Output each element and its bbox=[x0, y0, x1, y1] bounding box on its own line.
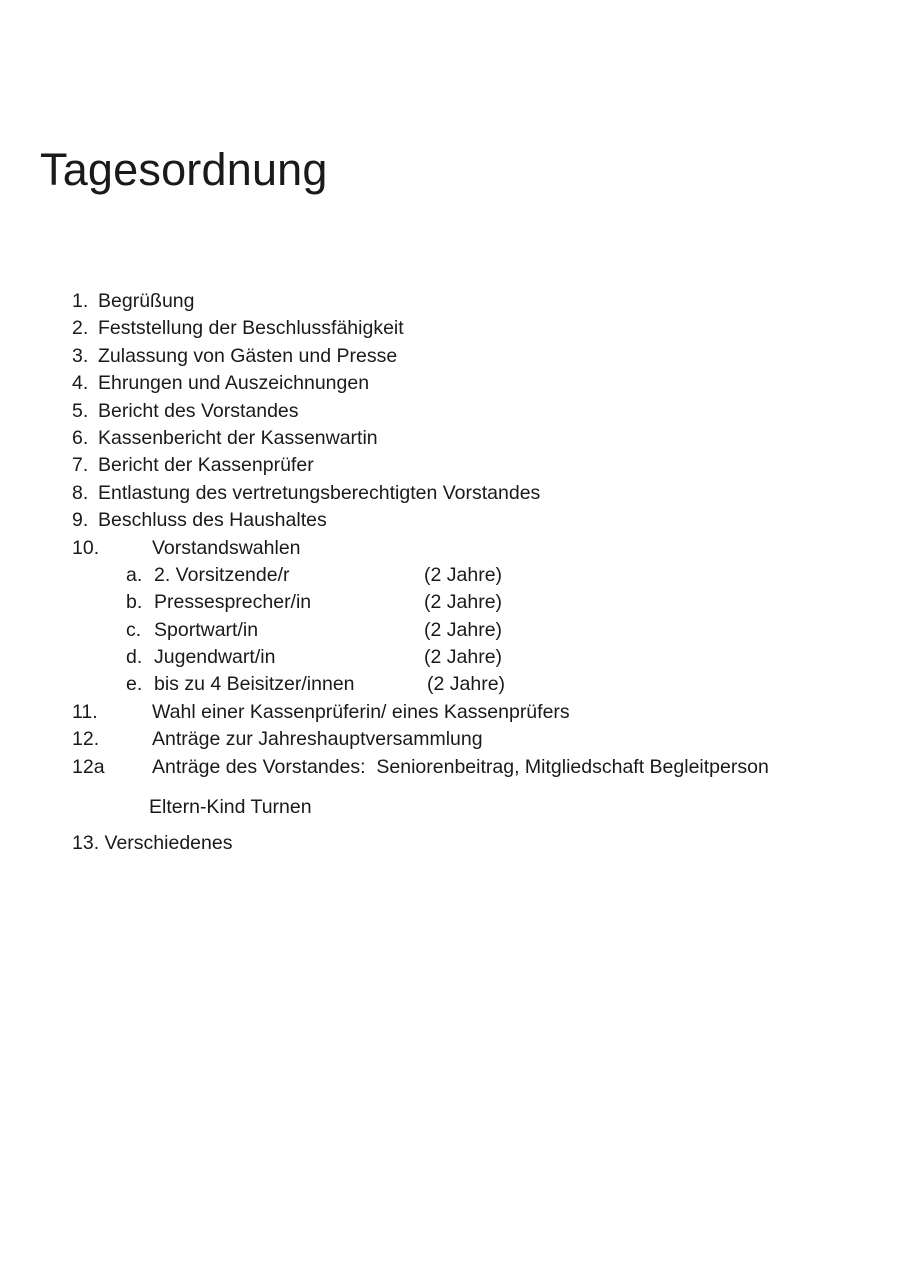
item-number: 11. bbox=[72, 700, 98, 723]
item-label: Begrüßung bbox=[98, 290, 195, 312]
subitem-letter: e. bbox=[126, 673, 143, 696]
subitem-label: Sportwart/in bbox=[154, 618, 259, 641]
item-label: Beschluss des Haushaltes bbox=[98, 509, 327, 532]
item-number: 4. bbox=[72, 372, 89, 395]
agenda-item-12a bbox=[72, 754, 892, 781]
item-number: 3. bbox=[72, 344, 89, 367]
item-number: 2. bbox=[72, 317, 89, 340]
item-number: 7. bbox=[72, 454, 89, 477]
item-number: 9. bbox=[72, 509, 89, 532]
item-label: Zulassung von Gästen und Presse bbox=[98, 344, 398, 367]
item-number: 6. bbox=[72, 426, 89, 449]
item-label: Bericht der Kassenprüfer bbox=[98, 454, 314, 477]
item-label: Bericht des Vorstandes bbox=[98, 399, 299, 422]
item-label: Feststellung der Beschlussfähigkeit bbox=[98, 317, 404, 340]
agenda-subitem-a bbox=[72, 562, 892, 589]
subitem-letter: a. bbox=[126, 563, 143, 586]
agenda-item-13 bbox=[72, 830, 892, 857]
subitem-duration: (2 Jahre) bbox=[424, 591, 503, 614]
item-label: Kassenbericht der Kassenwartin bbox=[98, 426, 378, 449]
subitem-letter: b. bbox=[126, 591, 143, 614]
agenda-subitem-c bbox=[72, 617, 892, 644]
agenda-item-12a-continuation bbox=[72, 781, 892, 823]
item-number: 8. bbox=[72, 481, 89, 504]
item-label: Wahl einer Kassenprüferin/ eines Kassenprüfers bbox=[152, 700, 570, 723]
agenda-subitem-b bbox=[72, 589, 892, 616]
agenda-item-2 bbox=[72, 315, 892, 342]
item-label: Ehrungen und Auszeichnungen bbox=[98, 372, 370, 395]
agenda-item-11 bbox=[72, 699, 892, 726]
agenda-subitem-d bbox=[72, 644, 892, 671]
continuation-text: Eltern-Kind Turnen bbox=[149, 796, 312, 819]
agenda-item-10 bbox=[72, 535, 892, 562]
item-number: 12. bbox=[72, 728, 100, 751]
agenda-item-3 bbox=[72, 343, 892, 370]
page-title: Tagesordnung bbox=[40, 144, 328, 195]
item-label: Entlastung des vertretungsberechtigten Vorstandes bbox=[98, 481, 541, 504]
agenda-list bbox=[72, 288, 892, 857]
subitem-label: Jugendwart/in bbox=[154, 646, 276, 669]
item-label: Vorstandswahlen bbox=[152, 536, 301, 559]
subitem-letter: d. bbox=[126, 646, 143, 669]
subitem-duration: (2 Jahre) bbox=[424, 618, 503, 641]
agenda-item-7 bbox=[72, 452, 892, 479]
agenda-item-9 bbox=[72, 507, 892, 534]
subitem-label: Pressesprecher/in bbox=[154, 591, 312, 614]
agenda-item-8 bbox=[72, 480, 892, 507]
item-label: Anträge des Vorstandes: Seniorenbeitrag, Mitgliedschaft Begleitperson bbox=[152, 755, 769, 778]
item-number: 1. bbox=[72, 290, 89, 312]
agenda-item-1 bbox=[72, 288, 892, 315]
agenda-subitem-e bbox=[72, 671, 892, 698]
subitem-label: bis zu 4 Beisitzer/innen bbox=[154, 673, 355, 696]
item-label: Anträge zur Jahreshauptversammlung bbox=[152, 728, 483, 751]
subitem-duration: (2 Jahre) bbox=[424, 563, 503, 586]
item-number: 5. bbox=[72, 399, 89, 422]
item-number: 10. bbox=[72, 536, 100, 559]
item-label: 13. Verschiedenes bbox=[72, 832, 233, 855]
subitem-label: 2. Vorsitzende/r bbox=[154, 563, 290, 586]
agenda-item-5 bbox=[72, 398, 892, 425]
agenda-item-12 bbox=[72, 726, 892, 753]
agenda-item-6 bbox=[72, 425, 892, 452]
subitem-duration: (2 Jahre) bbox=[427, 673, 506, 696]
subitem-duration: (2 Jahre) bbox=[424, 646, 503, 669]
agenda-item-4 bbox=[72, 370, 892, 397]
subitem-letter: c. bbox=[126, 618, 142, 641]
item-number: 12a bbox=[72, 755, 105, 778]
